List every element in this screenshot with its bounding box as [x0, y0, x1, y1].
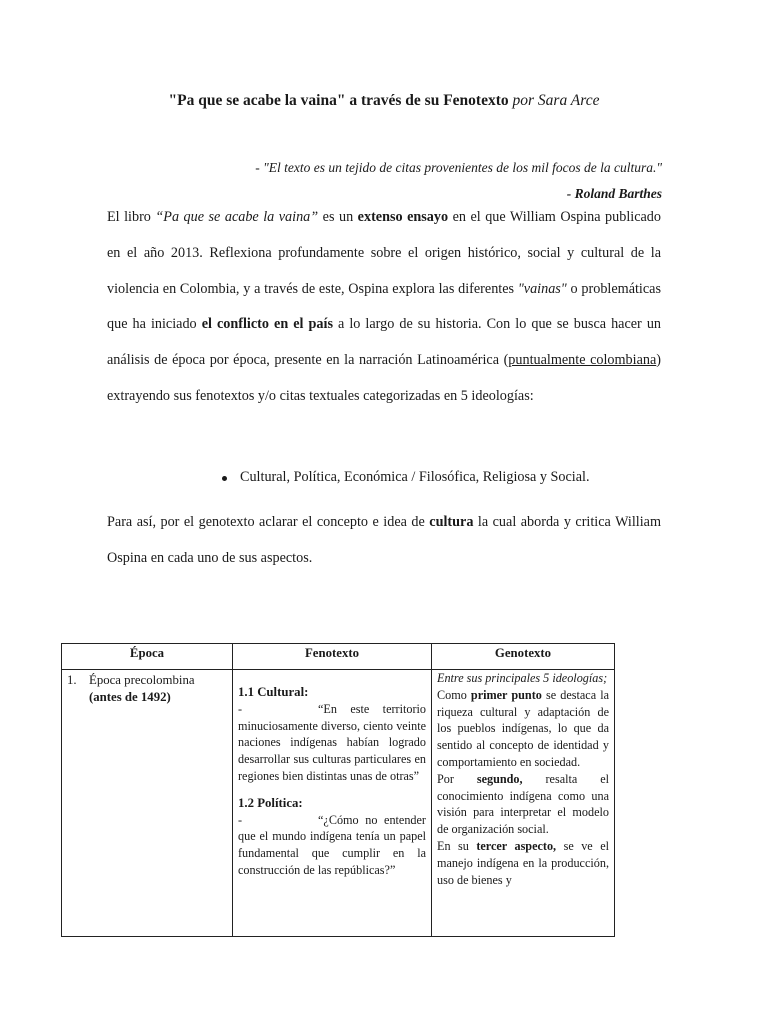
table-row	[62, 670, 615, 937]
intro-text-3: en el que William Ospina publicado en el año 2013. Reflexiona profundamente sobre el origen histórico, social y cultural de la violencia en Colombia, y a través de este, Ospina explora las diferentes	[107, 209, 661, 297]
intro-vainas: "vainas"	[517, 280, 567, 297]
intro-text-5: a lo largo de su historia. Con lo que se busca hacer un análisis de época por época, presente en la narración Latinoamérica (	[107, 316, 662, 369]
header-genotexto: Genotexto	[432, 644, 615, 670]
quote-dash: -	[238, 701, 243, 716]
epigraph-author: - Roland Barthes	[566, 186, 662, 201]
intro-text-2: es un	[318, 209, 358, 225]
closing-text-1: Para así, por el genotexto aclarar el concepto e idea de	[107, 514, 430, 530]
ideologies-list	[220, 469, 590, 486]
intro-book-title: “Pa que se acabe la vaina”	[155, 209, 319, 225]
intro-text-1: El libro	[107, 209, 156, 225]
quote-dash: -	[238, 812, 243, 827]
cultural-quote	[238, 701, 426, 785]
politica-quote-text: “¿Cómo no entender que el mundo indígena tenía un papel fundamental que cumplir en la construcción de las repúblicas?”	[238, 812, 426, 877]
intro-text-4: o problemáticas que ha iniciado	[107, 280, 661, 333]
intro-bold-1: extenso ensayo	[357, 209, 449, 225]
epoch-number: 1.	[67, 673, 77, 687]
header-epoca: Época	[62, 644, 233, 670]
genotexto-intro: Entre sus principales 5 ideologías;	[437, 671, 608, 685]
table-header-row	[62, 644, 615, 670]
section-cultural-title: 1.1 Cultural:	[238, 685, 309, 699]
closing-bold: cultura	[429, 514, 474, 530]
genotexto-point-3: En su tercer aspecto, se ve el manejo indígena en la producción, uso de bienes y	[437, 838, 609, 887]
closing-paragraph	[107, 505, 661, 577]
epochs-table	[61, 643, 615, 937]
title-byline: por Sara Arce	[512, 92, 600, 109]
cultural-quote-text: “En este territorio minuciosamente diverso, ciento veinte naciones indígenas habían logrado desarrollar sus culturas particulares en regiones bien distintas unas de otras”	[238, 701, 426, 783]
genotexto-cell	[432, 670, 615, 937]
header-fenotexto: Fenotexto	[233, 644, 432, 670]
title-main: "Pa que se acabe la vaina" a través de su Fenotexto	[168, 92, 509, 109]
intro-text-6: ) extrayendo sus fenotextos y/o citas textuales categorizadas en 5 ideologías:	[107, 352, 661, 404]
epoch-dates: (antes de 1492)	[89, 689, 171, 704]
epigraph-quote: - "El texto es un tejido de citas provenientes de los mil focos de la cultura."	[255, 160, 662, 175]
genotexto-point-1: Como primer punto se destaca la riqueza cultural y adaptación de los pueblos indígenas, lo que da sentido al concepto de identidad y comportamiento en sociedad.	[437, 687, 609, 769]
section-politica-title: 1.2 Política:	[238, 795, 303, 810]
genotexto-point-2: Por segundo, resalta el conocimiento indígena como una visión para interpretar el modelo de organización social.	[437, 771, 609, 837]
document-title	[0, 92, 768, 110]
intro-paragraph	[107, 200, 661, 415]
list-item: Cultural, Política, Económica / Filosófica, Religiosa y Social.	[220, 469, 590, 486]
politica-quote	[238, 812, 426, 879]
epoch-name: Época precolombina	[89, 673, 195, 687]
closing-text-2: la cual aborda y critica William Ospina en cada uno de sus aspectos.	[107, 514, 661, 566]
epoch-cell	[62, 670, 233, 937]
fenotexto-cell	[233, 670, 432, 937]
intro-underlined: puntualmente colombiana	[508, 352, 657, 369]
intro-bold-2: el conflicto en el país	[201, 316, 333, 333]
